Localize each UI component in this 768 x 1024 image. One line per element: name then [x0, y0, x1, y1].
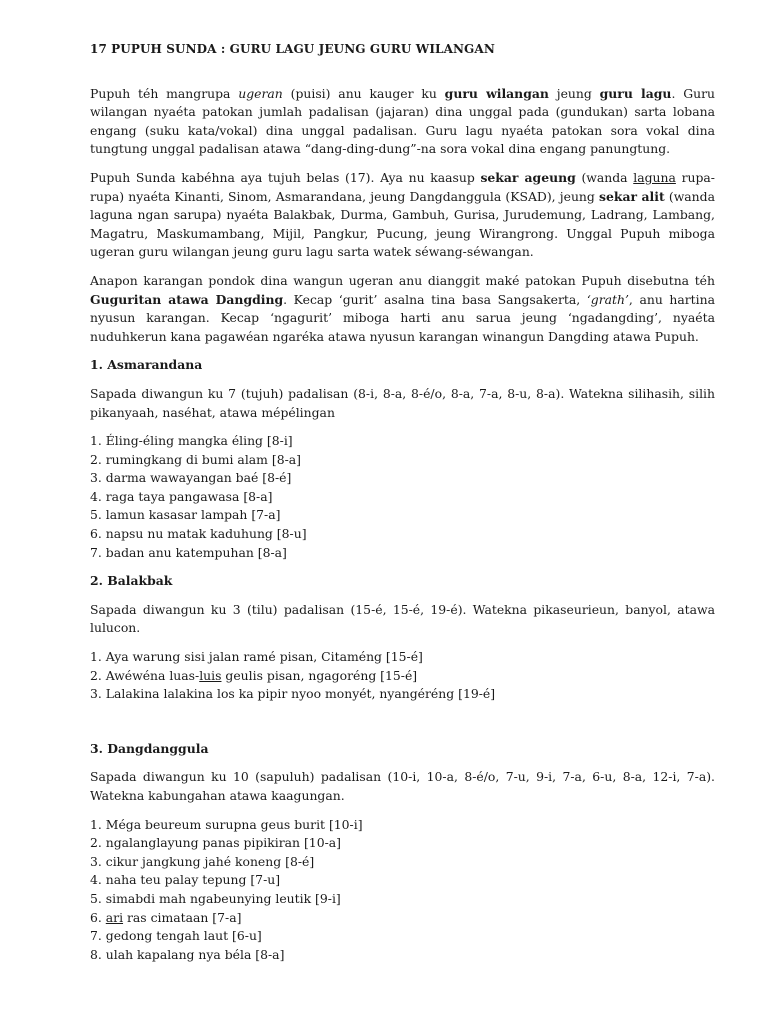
verse-list-asmarandana — [90, 432, 715, 562]
text-run: geulis pisan, ngagoréng [15-é] — [221, 667, 418, 683]
text-run: . Kecap ‘gurit’ asalna tina basa Sangsakerta, — [283, 291, 587, 307]
verse-line: 8. ulah kapalang nya béla [8-a] — [90, 946, 285, 962]
underlined-text: ari — [105, 909, 124, 925]
intro-paragraph-3 — [90, 272, 715, 346]
verse-line: 4. raga taya pangawasa [8-a] — [90, 488, 273, 504]
verse-line: 5. lamun kasasar lampah [7-a] — [90, 507, 281, 523]
text-run: (wanda — [575, 169, 634, 185]
verse-line: 7. gedong tengah laut [6-u] — [90, 928, 262, 944]
verse-line: 7. badan anu katempuhan [8-a] — [90, 544, 287, 560]
section-heading-balakbak: 2. Balakbak — [90, 573, 173, 589]
verse-line: 1. Éling-éling mangka éling [8-i] — [90, 433, 293, 449]
section-heading-asmarandana: 1. Asmarandana — [90, 357, 203, 373]
bold-text: guru wilangan — [444, 85, 549, 101]
text-run: , anu hartina nyusun karangan. Kecap ‘ngagurit’ miboga harti anu sarua jeung ‘ngadangding’, nyaéta nuduhkerun kana pagawéan ngaréka atawa nyusun karangan winangun Dangding atawa Pupuh. — [90, 291, 715, 344]
text-run: ras cimataan [7-a] — [123, 909, 242, 925]
page-title: 17 PUPUH SUNDA : GURU LAGU JEUNG GURU WILANGAN — [90, 42, 495, 56]
section-description-balakbak: Sapada diwangun ku 3 (tilu) padalisan (15-é, 15-é, 19-é). Watekna pikaseurieun, banyol, atawa lulucon. — [90, 601, 715, 636]
underlined-text: luis — [199, 667, 222, 683]
verse-line: 3. cikur jangkung jahé koneng [8-é] — [90, 853, 315, 869]
spacer — [90, 714, 715, 740]
text-run: . Guru wilangan nyaéta patokan jumlah padalisan (jajaran) dina unggal pada (gundukan) sarta lobana engang (suku kata/vokal) dina unggal padalisan. Guru lagu nyaéta patokan sora vokal dina tungtung unggal padalisan atawa “dang-ding-dung”-na sora vokal dina engang panungtung. — [90, 85, 715, 157]
verse-line: 1. Aya warung sisi jalan ramé pisan, Citaméng [15-é] — [90, 649, 423, 665]
intro-paragraph-2 — [90, 169, 715, 262]
section-heading-dangdanggula: 3. Dangdanggula — [90, 740, 209, 756]
verse-line: 3. Lalakina lalakina los ka pipir nyoo monyét, nyangéréng [19-é] — [90, 686, 496, 702]
verse-line: 2. rumingkang di bumi alam [8-a] — [90, 451, 301, 467]
document-page — [90, 40, 715, 974]
text-run: rupa-rupa) nyaéta Kinanti, Sinom, Asmarandana, jeung Dangdanggula (KSAD), jeung — [90, 169, 715, 204]
text-run: (puisi) anu kauger ku — [282, 85, 445, 101]
section-description-asmarandana: Sapada diwangun ku 7 (tujuh) padalisan (8-i, 8-a, 8-é/o, 8-a, 7-a, 8-u, 8-a). Watekna silihasih, silih pikanyaah, naséhat, atawa mépélingan — [90, 385, 715, 420]
text-run: jeung — [548, 85, 600, 101]
verse-line — [90, 909, 715, 928]
verse-line: 5. simabdi mah ngabeunying leutik [9-i] — [90, 890, 341, 906]
verse-line: 6. napsu nu matak kaduhung [8-u] — [90, 526, 307, 542]
section-description-dangdanggula: Sapada diwangun ku 10 (sapuluh) padalisan (10-i, 10-a, 8-é/o, 7-u, 9-i, 7-a, 6-u, 8-a, 12-i, 7-a). Watekna kabungahan atawa kaagungan. — [90, 769, 715, 803]
verse-list-dangdanggula — [90, 816, 715, 965]
verse-line: 3. darma wawayangan baé [8-é] — [90, 470, 292, 486]
intro-paragraph-1 — [90, 85, 715, 159]
underlined-text: laguna — [633, 169, 676, 185]
text-run: Anapon karangan pondok dina wangun ugeran anu dianggit maké patokan Pupuh disebutna téh — [90, 272, 715, 288]
verse-line: 4. naha teu palay tepung [7-u] — [90, 872, 281, 888]
verse-line — [90, 667, 715, 686]
bold-text: sekar ageung — [480, 169, 576, 185]
verse-line: 1. Méga beureum surupna geus burit [10-i] — [90, 816, 363, 832]
text-run: (wanda laguna ngan sarupa) nyaéta Balakbak, Durma, Gambuh, Gurisa, Jurudemung, Ladrang, Lambang, Magatru, Maskumambang, Mijil, Pangkur, Pucung, jeung Wirangrong. Unggal Pupuh miboga ugeran guru wilangan jeung guru lagu sarta watek séwang-séwangan. — [90, 188, 715, 260]
italic-text: ugeran — [238, 85, 283, 101]
bold-text: guru lagu — [599, 85, 672, 101]
text-run: Pupuh téh mangrupa — [90, 85, 239, 101]
text-run: 2. Awéwéna luas- — [90, 667, 200, 683]
text-run: Pupuh Sunda kabéhna aya tujuh belas (17). Aya nu kaasup — [90, 169, 481, 185]
bold-text: Guguritan atawa Dangding — [90, 291, 284, 307]
text-run: 6. — [90, 909, 106, 925]
verse-list-balakbak — [90, 648, 715, 704]
bold-text: sekar alit — [599, 188, 665, 204]
italic-text: ‘grath’ — [586, 291, 629, 307]
verse-line: 2. ngalanglayung panas pipikiran [10-a] — [90, 835, 341, 851]
